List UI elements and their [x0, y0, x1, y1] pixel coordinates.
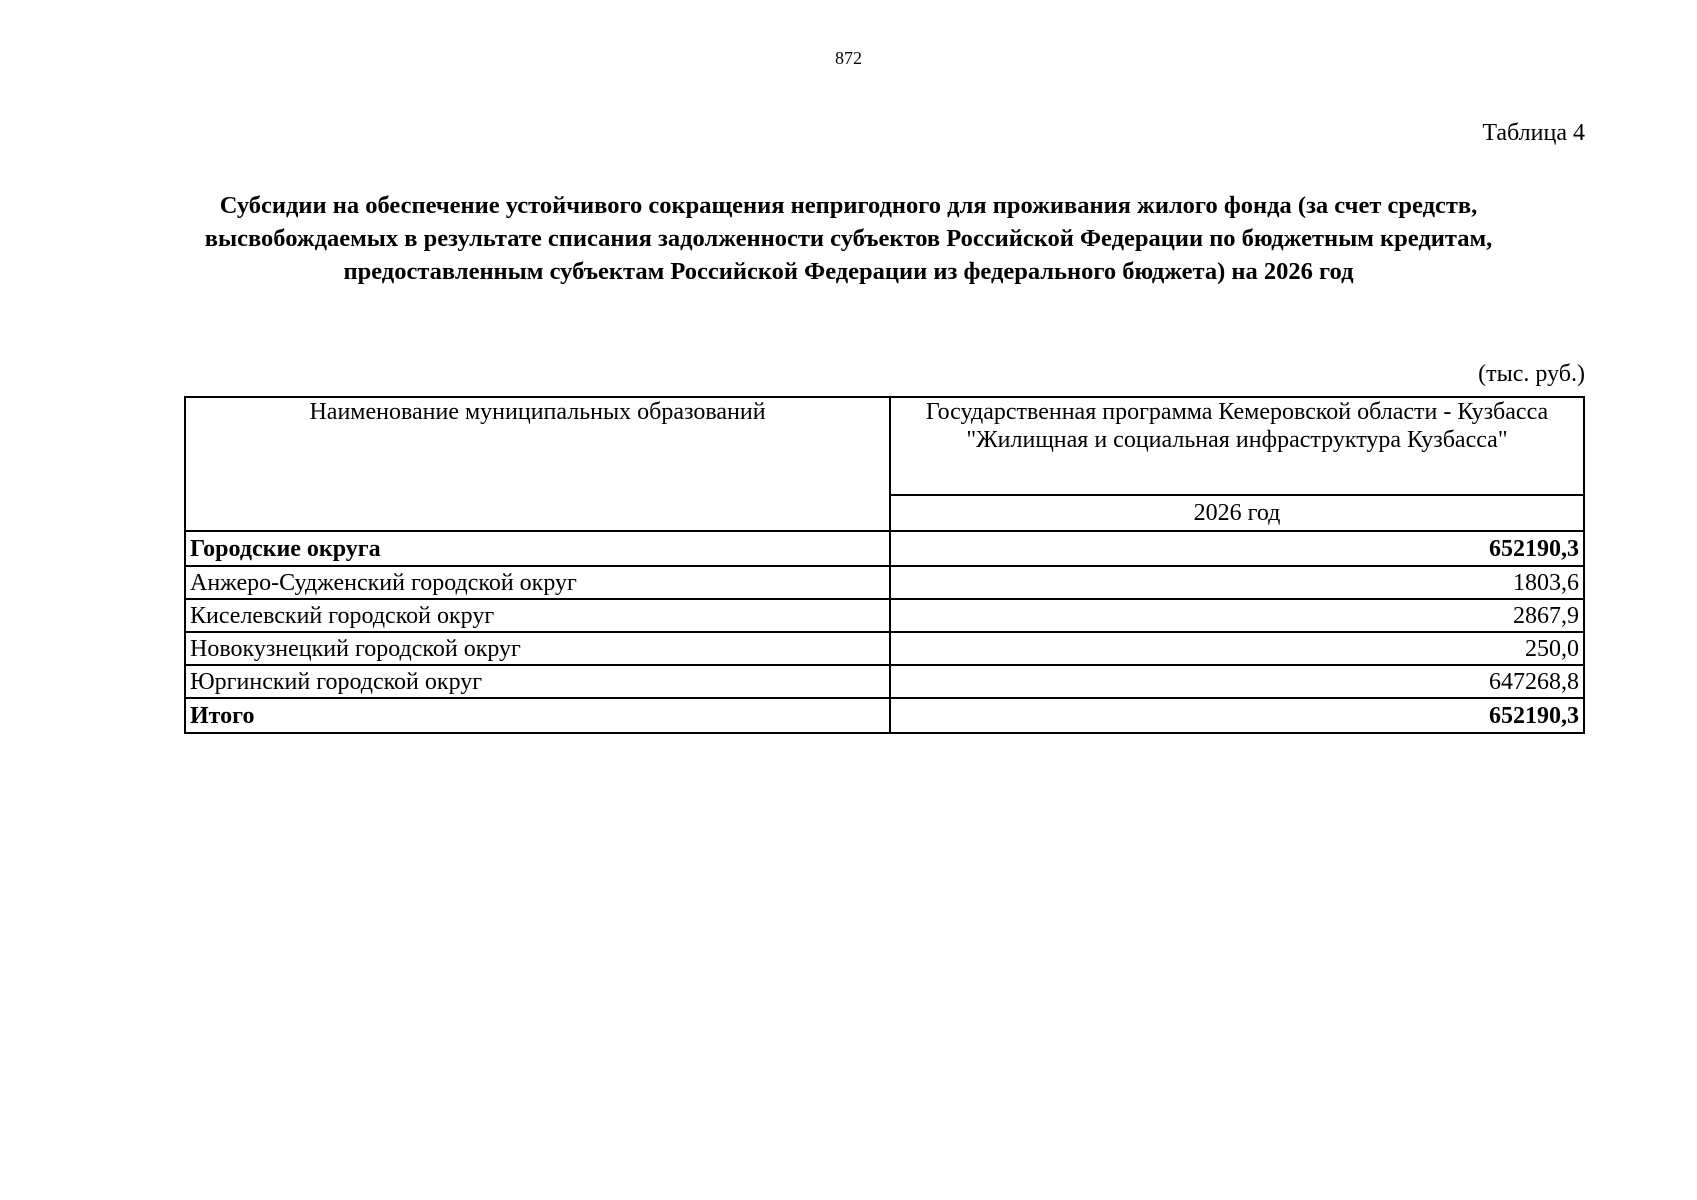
row-value: 250,0: [890, 632, 1584, 665]
header-program-line-1: Государственная программа Кемеровской области - Кузбасса: [925, 399, 1549, 425]
row-value: 1803,6: [890, 566, 1584, 599]
table-row-urban-districts: [185, 531, 1584, 566]
page-number: 872: [835, 48, 862, 68]
row-name: Итого: [185, 698, 890, 733]
title-line-3: предоставленным субъектам Российской Федерации из федерального бюджета) на 2026 год: [343, 258, 1354, 285]
row-value: 647268,8: [890, 665, 1584, 698]
header-municipality-name: Наименование муниципальных образований: [185, 397, 890, 531]
table-row: [185, 599, 1584, 632]
header-state-program: [890, 397, 1584, 495]
row-name: Юргинский городской округ: [185, 665, 890, 698]
row-value: 652190,3: [890, 531, 1584, 566]
document-title: [150, 189, 1547, 288]
header-program-line-2: "Жилищная и социальная инфраструктура Кузбасса": [966, 427, 1508, 453]
row-value: 652190,3: [890, 698, 1584, 733]
title-line-2: высвобождаемых в результате списания задолженности субъектов Российской Федерации по бюджетным кредитам,: [204, 225, 1493, 252]
row-name: Городские округа: [185, 531, 890, 566]
table-body: [185, 531, 1584, 733]
row-name: Киселевский городской округ: [185, 599, 890, 632]
table-row: [185, 632, 1584, 665]
units-label: (тыс. руб.): [1478, 361, 1585, 387]
table-row-total: [185, 698, 1584, 733]
table-label: Таблица 4: [1482, 120, 1585, 146]
row-value: 2867,9: [890, 599, 1584, 632]
row-name: Новокузнецкий городской округ: [185, 632, 890, 665]
table-row: [185, 665, 1584, 698]
table-header: [185, 397, 1584, 531]
title-line-1: Субсидии на обеспечение устойчивого сокращения непригодного для проживания жилого фонда (за счет средств,: [219, 192, 1478, 219]
table-row: [185, 566, 1584, 599]
header-year: 2026 год: [890, 495, 1584, 531]
header-row: [185, 397, 1584, 495]
row-name: Анжеро-Судженский городской округ: [185, 566, 890, 599]
subsidy-table: [184, 396, 1585, 734]
